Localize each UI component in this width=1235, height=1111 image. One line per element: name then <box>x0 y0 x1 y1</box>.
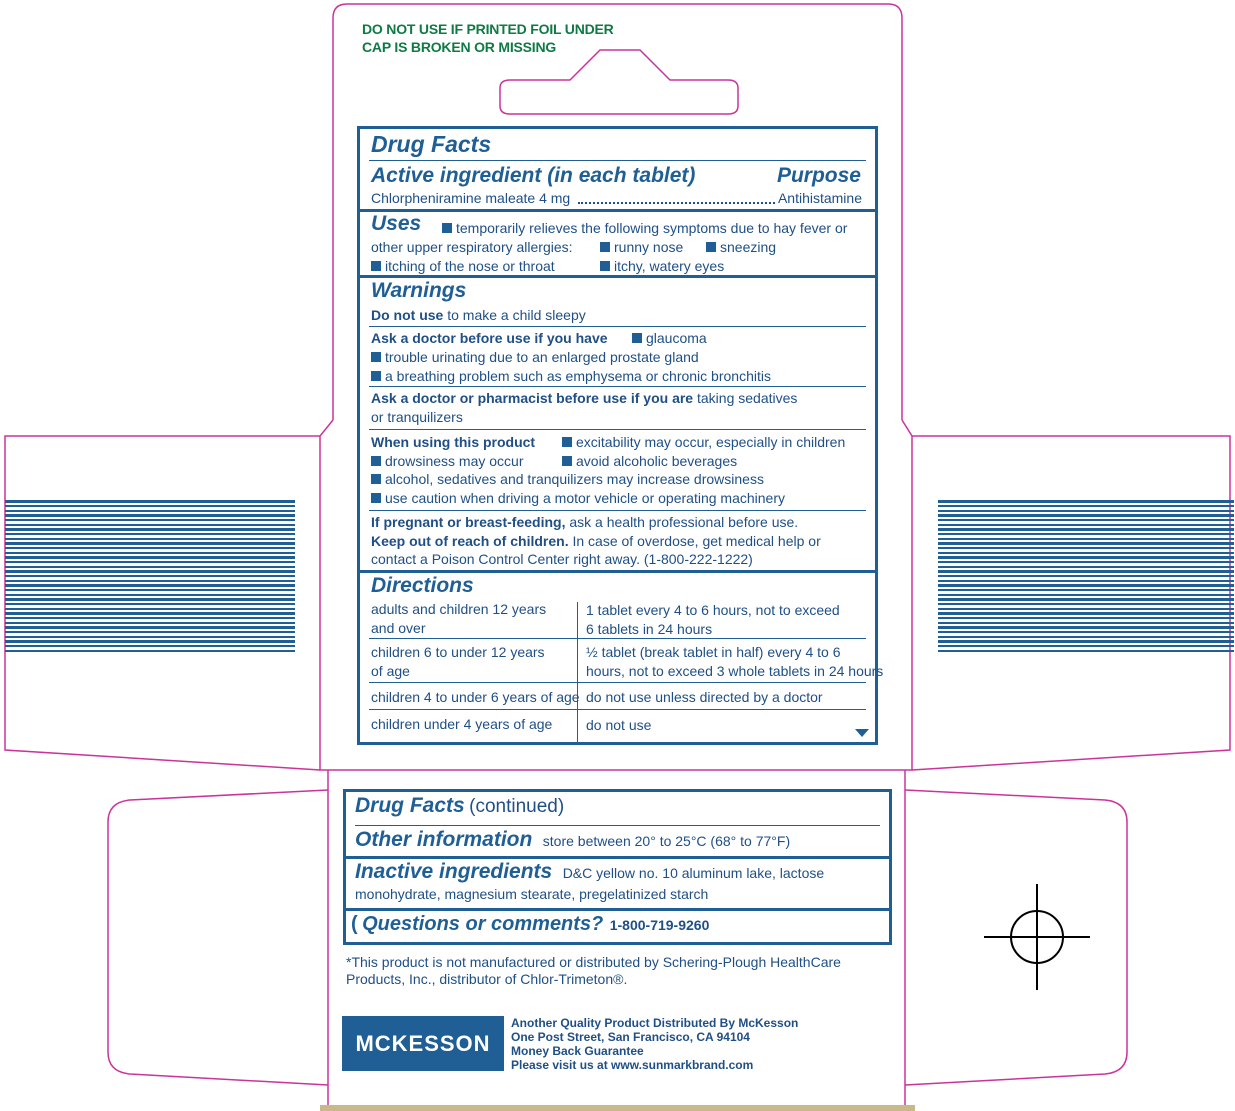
warnings-rule <box>369 429 866 430</box>
when-using-item: alcohol, sedatives and tranquilizers may increase drowsiness <box>385 471 764 487</box>
bullet-icon <box>371 261 381 271</box>
barcode-stripe <box>938 570 1234 573</box>
barcode-stripe <box>938 636 1234 638</box>
barcode-stripe <box>5 556 295 559</box>
barcode-stripe <box>938 538 1234 540</box>
warnings-rule <box>369 386 866 387</box>
barcode-stripe <box>5 622 295 624</box>
title-rule <box>369 160 866 161</box>
mckesson-logo <box>342 1016 504 1071</box>
uses-item: sneezing <box>720 239 777 255</box>
barcode-stripe <box>938 645 1234 647</box>
barcode-stripe <box>938 631 1234 633</box>
distributor-line: Another Quality Product Distributed By McKesson <box>511 1016 799 1030</box>
barcode-stripe <box>5 626 295 629</box>
barcode-stripe <box>938 547 1234 549</box>
barcode-stripe <box>938 552 1234 554</box>
disclaimer-line-1: *This product is not manufactured or distributed by Schering-Plough HealthCare <box>346 954 841 970</box>
barcode-stripe <box>938 556 1234 559</box>
barcode-stripe <box>5 640 295 643</box>
bullet-icon <box>706 242 716 252</box>
barcode-stripe <box>938 612 1234 615</box>
directions-row-dose <box>586 601 840 638</box>
bullet-icon <box>600 242 610 252</box>
barcode-stripe <box>5 519 295 521</box>
directions-cell: children under 4 years of age <box>371 716 553 732</box>
directions-cell: 1 tablet every 4 to 6 hours, not to exceed <box>586 602 840 618</box>
active-ingredient: Chlorpheniramine maleate 4 mg <box>371 190 571 206</box>
barcode-stripe <box>5 603 295 605</box>
bullet-icon <box>442 223 452 233</box>
inactive-text: D&C yellow no. 10 aluminum lake, lactose <box>562 865 825 881</box>
directions-row-who <box>371 688 580 707</box>
distributor-line: Please visit us at www.sunmarkbrand.com <box>511 1058 754 1072</box>
foil-warning-line-2: CAP IS BROKEN OR MISSING <box>362 39 557 55</box>
ask-doctor-label: Ask a doctor before use if you have <box>371 330 608 346</box>
bullet-icon <box>371 474 381 484</box>
directions-row-dose <box>586 716 651 735</box>
directions-cell: hours, not to exceed 3 whole tablets in 24 hours <box>586 662 884 679</box>
barcode-stripe <box>938 519 1234 521</box>
do-not-use-text: to make a child sleepy <box>447 307 586 323</box>
do-not-use-label: Do not use <box>371 307 444 323</box>
uses-intro: temporarily relieves the following symptoms due to hay fever or <box>456 220 848 236</box>
barcode-stripe <box>938 510 1234 512</box>
uses-item: itching of the nose or throat <box>385 258 555 274</box>
barcode-stripe <box>938 617 1234 619</box>
warnings-section <box>360 275 875 567</box>
leader-dots <box>578 202 775 204</box>
directions-row-who <box>371 600 546 637</box>
barcode-stripe <box>938 580 1234 582</box>
warnings-rule <box>369 326 866 327</box>
continued-suffix: (continued) <box>469 796 565 817</box>
barcode-stripe <box>5 636 295 638</box>
other-info-text: store between 20° to 25°C (68° to 77°F) <box>542 833 791 849</box>
barcode-stripe <box>938 594 1234 596</box>
barcode-stripe <box>5 645 295 647</box>
barcode-stripe <box>5 631 295 633</box>
barcode-stripe <box>938 603 1234 605</box>
active-ingredient-heading: Active ingredient (in each tablet) <box>371 164 696 187</box>
barcode-stripe <box>5 538 295 540</box>
other-info-heading: Other information <box>355 828 533 851</box>
directions-column-divider <box>577 602 578 742</box>
questions-section <box>346 908 889 942</box>
directions-cell: and over <box>371 619 426 636</box>
ask-doctor-item: glaucoma <box>646 330 707 346</box>
continued-arrow-icon <box>855 729 869 738</box>
barcode-right <box>938 500 1234 690</box>
continued-title: Drug Facts <box>355 794 465 817</box>
barcode-stripe <box>5 510 295 512</box>
drug-facts-panel <box>357 126 884 745</box>
uses-item: itchy, watery eyes <box>614 258 725 274</box>
warnings-rule <box>369 510 866 511</box>
bullet-icon <box>371 493 381 503</box>
barcode-stripe <box>5 524 295 526</box>
directions-cell: children 6 to under 12 years <box>371 644 545 660</box>
pregnant-text: ask a health professional before use. <box>569 514 799 530</box>
barcode-stripe <box>5 552 295 554</box>
when-using-item: drowsiness may occur <box>385 453 524 469</box>
directions-cell: 6 tablets in 24 hours <box>586 620 713 637</box>
registration-mark-icon <box>984 884 1090 990</box>
inactive-text-2: monohydrate, magnesium stearate, pregelatinized starch <box>355 886 709 902</box>
directions-cell: do not use unless directed by a doctor <box>586 689 823 705</box>
foil-warning <box>362 20 614 56</box>
barcode-stripe <box>938 533 1234 535</box>
barcode-stripe <box>938 542 1234 545</box>
barcode-stripe <box>5 584 295 587</box>
barcode-left <box>5 500 295 690</box>
barcode-stripe <box>5 514 295 517</box>
inactive-heading: Inactive ingredients <box>355 860 553 883</box>
directions-cell: children 4 to under 6 years of age <box>371 689 580 705</box>
distributor-line: Money Back Guarantee <box>511 1044 644 1058</box>
continued-rule <box>355 825 880 826</box>
uses-section <box>360 209 875 274</box>
barcode-stripe <box>938 622 1234 624</box>
barcode-stripe <box>938 566 1234 568</box>
ask-doctor-item: a breathing problem such as emphysema or chronic bronchitis <box>385 368 771 384</box>
barcode-stripe <box>938 528 1234 531</box>
barcode-stripe <box>938 626 1234 629</box>
directions-cell: ½ tablet (break tablet in half) every 4 to 6 <box>586 644 841 660</box>
barcode-stripe <box>938 500 1234 503</box>
barcode-stripe <box>938 575 1234 577</box>
ask-doctor-item: trouble urinating due to an enlarged prostate gland <box>385 349 699 365</box>
barcode-stripe <box>938 608 1234 610</box>
questions-phone: 1-800-719-9260 <box>609 917 710 933</box>
barcode-stripe <box>5 505 295 507</box>
bullet-icon <box>371 456 381 466</box>
directions-cell: adults and children 12 years <box>371 601 547 617</box>
barcode-stripe <box>5 650 295 652</box>
drug-facts-continued-panel <box>343 789 892 945</box>
directions-cell: do not use <box>586 717 652 733</box>
disclaimer <box>346 954 841 988</box>
barcode-stripe <box>5 589 295 591</box>
directions-section <box>360 570 884 742</box>
ask-pharm-text-2: or tranquilizers <box>371 409 463 425</box>
uses-intro-2: other upper respiratory allergies: <box>371 239 573 255</box>
barcode-stripe <box>5 612 295 615</box>
barcode-stripe <box>938 505 1234 507</box>
barcode-stripe <box>938 561 1234 563</box>
bullet-icon <box>562 456 572 466</box>
barcode-stripe <box>5 566 295 568</box>
inactive-section <box>346 856 889 907</box>
bullet-icon <box>632 333 642 343</box>
uses-heading: Uses <box>371 212 422 235</box>
questions-heading: Questions or comments? <box>362 913 604 935</box>
keep-out-text-2: contact a Poison Control Center right away. (1-800-222-1222) <box>371 551 753 567</box>
bullet-icon <box>562 437 572 447</box>
bullet-icon <box>600 261 610 271</box>
directions-cell: of age <box>371 662 410 679</box>
foil-warning-line-1: DO NOT USE IF PRINTED FOIL UNDER <box>362 21 614 37</box>
drug-facts-title: Drug Facts <box>371 131 492 157</box>
distributor-info <box>511 1016 798 1072</box>
phone-icon: ( <box>351 913 358 935</box>
barcode-stripe <box>938 524 1234 526</box>
barcode-stripe <box>5 542 295 545</box>
barcode-stripe <box>5 500 295 503</box>
purpose-heading: Purpose <box>776 164 861 187</box>
directions-row-who <box>371 715 552 734</box>
uses-item: runny nose <box>614 239 684 255</box>
barcode-stripe <box>938 598 1234 601</box>
pregnant-label: If pregnant or breast-feeding, <box>371 514 566 530</box>
when-using-item: use caution when driving a motor vehicle or operating machinery <box>385 490 785 506</box>
barcode-stripe <box>938 514 1234 517</box>
barcode-stripe <box>938 650 1234 652</box>
directions-heading: Directions <box>371 574 474 597</box>
barcode-stripe <box>5 533 295 535</box>
bullet-icon <box>371 352 381 362</box>
disclaimer-line-2: Products, Inc., distributor of Chlor-Trimeton®. <box>346 971 628 987</box>
mckesson-logo-text: MCKESSON <box>355 1030 491 1056</box>
keep-out-text: In case of overdose, get medical help or <box>572 533 821 549</box>
when-using-label: When using this product <box>371 434 536 450</box>
directions-row-dose <box>586 643 883 680</box>
when-using-item: avoid alcoholic beverages <box>576 453 738 469</box>
barcode-stripe <box>5 617 295 619</box>
barcode-stripe <box>5 575 295 577</box>
barcode-stripe <box>5 547 295 549</box>
barcode-stripe <box>5 561 295 563</box>
directions-rule <box>369 638 866 639</box>
barcode-stripe <box>5 594 295 596</box>
when-using-item: excitability may occur, especially in children <box>576 434 846 450</box>
directions-rule <box>369 709 866 710</box>
ask-pharm-text: taking sedatives <box>697 390 798 406</box>
barcode-stripe <box>938 584 1234 587</box>
barcode-stripe <box>938 589 1234 591</box>
directions-row-dose <box>586 688 823 707</box>
warnings-heading: Warnings <box>371 279 467 302</box>
distributor-line: One Post Street, San Francisco, CA 94104 <box>511 1030 750 1044</box>
directions-row-who <box>371 643 545 680</box>
barcode-stripe <box>5 598 295 601</box>
keep-out-label: Keep out of reach of children. <box>371 533 569 549</box>
bullet-icon <box>371 371 381 381</box>
ask-pharm-label: Ask a doctor or pharmacist before use if you are <box>371 390 694 406</box>
purpose-value: Antihistamine <box>777 190 862 206</box>
barcode-stripe <box>5 580 295 582</box>
directions-rule <box>369 682 866 683</box>
barcode-stripe <box>5 570 295 573</box>
barcode-stripe <box>5 608 295 610</box>
barcode-stripe <box>5 528 295 531</box>
barcode-stripe <box>938 640 1234 643</box>
